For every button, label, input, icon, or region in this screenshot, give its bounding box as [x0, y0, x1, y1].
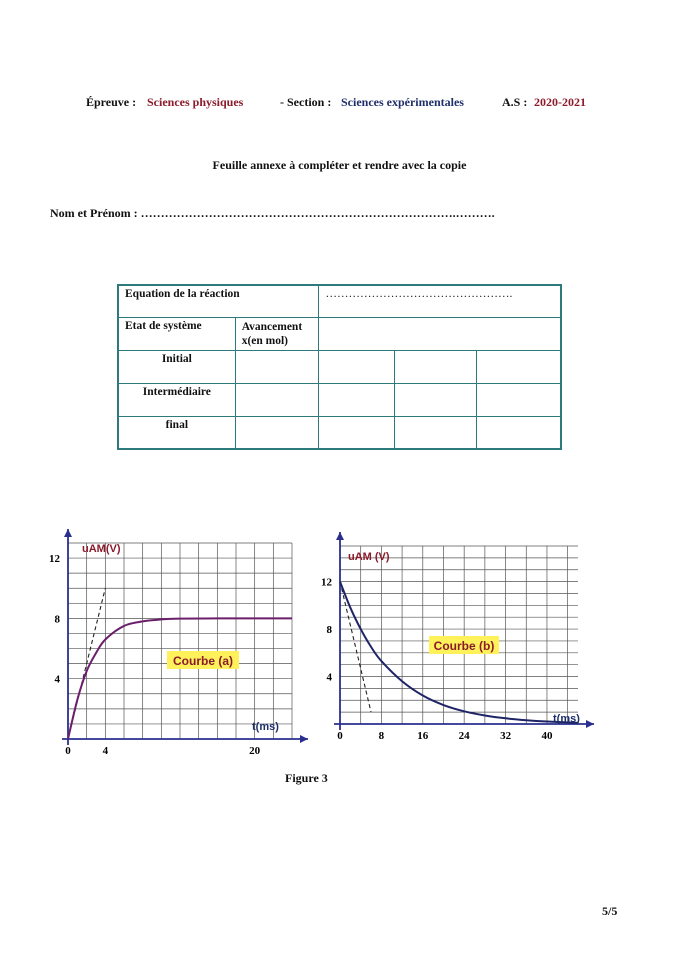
page-number: 5/5 — [602, 904, 618, 918]
row-final: final — [118, 416, 235, 449]
table-cell[interactable] — [319, 350, 395, 383]
xlabel-b: t(ms) — [553, 713, 580, 725]
chart-a — [40, 525, 310, 760]
x-tick-label: 8 — [378, 730, 385, 742]
y-tick-label: 8 — [54, 613, 60, 626]
table-cell[interactable] — [395, 416, 477, 449]
x-tick-label: 16 — [417, 730, 429, 742]
epreuve-label: Épreuve : — [86, 95, 137, 109]
y-axis-arrow — [336, 532, 344, 540]
name-field[interactable]: Nom et Prénom : …………………………………………………………………….………. — [50, 206, 495, 220]
x-tick-label: 20 — [249, 745, 261, 757]
table-cell[interactable] — [319, 383, 395, 416]
x-tick-label: 4 — [102, 745, 109, 757]
curve-b-label: Courbe (b) — [433, 639, 495, 653]
avancement-label: Avancement x(en mol) — [235, 317, 319, 350]
table-cell[interactable] — [395, 350, 477, 383]
table-cell[interactable] — [476, 350, 561, 383]
x-tick-label: 32 — [500, 730, 512, 742]
ylabel-a: uAM(V) — [82, 543, 121, 555]
section-label: - Section : — [280, 95, 332, 109]
x-tick-label: 0 — [337, 730, 343, 742]
y-tick-label: 4 — [326, 671, 332, 684]
ylabel-b: uAM (V) — [348, 551, 390, 563]
page-title: Feuille annexe à compléter et rendre avec la copie — [212, 158, 467, 172]
table-cell[interactable] — [319, 317, 561, 350]
equation-label: Equation de la réaction — [118, 285, 319, 317]
x-tick-label: 0 — [65, 745, 71, 757]
y-tick-label: 8 — [326, 624, 332, 637]
epreuve-value: Sciences physiques — [147, 95, 244, 109]
table-cell[interactable] — [476, 383, 561, 416]
row-initial: Initial — [118, 350, 235, 383]
as-value: 2020-2021 — [534, 95, 586, 109]
table-cell[interactable] — [235, 383, 319, 416]
x-axis-arrow — [586, 720, 594, 728]
y-tick-label: 4 — [54, 673, 60, 686]
xlabel-a: t(ms) — [252, 721, 279, 733]
y-tick-label: 12 — [49, 553, 60, 566]
etat-label: Etat de système — [118, 317, 235, 350]
reaction-table — [117, 284, 562, 450]
as-label: A.S : — [502, 95, 528, 109]
y-tick-label: 12 — [321, 576, 332, 589]
y-axis-arrow — [64, 529, 72, 537]
table-cell[interactable] — [235, 416, 319, 449]
section-value: Sciences expérimentales — [341, 95, 464, 109]
figure-caption: Figure 3 — [285, 771, 328, 785]
x-tick-label: 40 — [541, 730, 553, 742]
table-cell[interactable] — [395, 383, 477, 416]
tangent-line-b — [340, 582, 371, 713]
table-cell[interactable] — [319, 416, 395, 449]
table-cell[interactable] — [476, 416, 561, 449]
table-cell[interactable] — [235, 350, 319, 383]
equation-dots[interactable]: …………………………………………. — [319, 285, 561, 317]
chart-b — [305, 530, 610, 760]
row-intermediaire: Intermédiaire — [118, 383, 235, 416]
curve-a-label: Courbe (a) — [173, 654, 233, 668]
x-tick-label: 24 — [458, 730, 470, 742]
